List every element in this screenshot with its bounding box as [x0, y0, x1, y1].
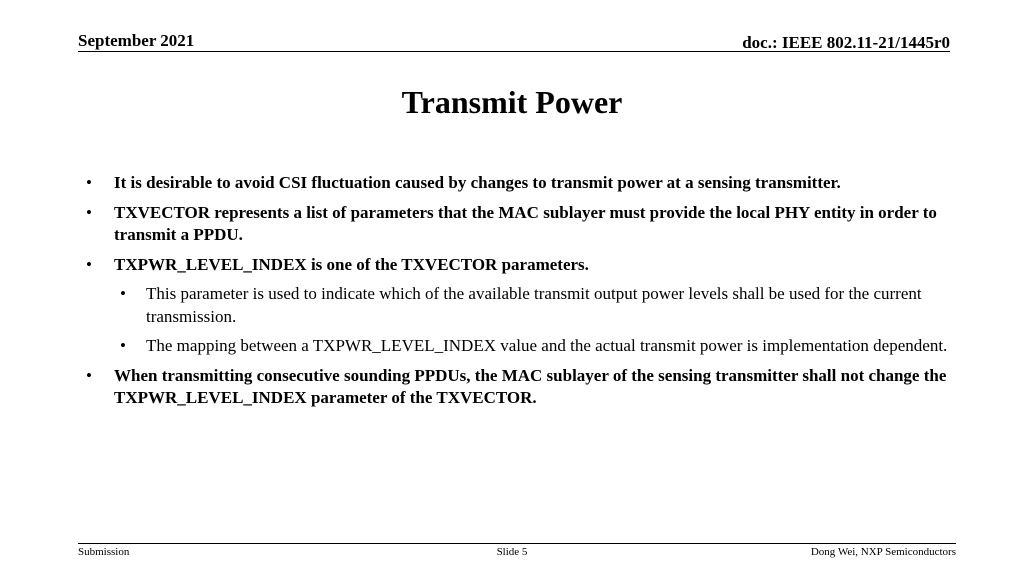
- bullet-item: [86, 365, 956, 410]
- header-divider: [78, 51, 950, 52]
- sub-bullet-item: [120, 335, 956, 358]
- sub-bullet-text: The mapping between a TXPWR_LEVEL_INDEX value and the actual transmit power is implementation dependent.: [146, 336, 948, 355]
- bullet-dot-icon: •: [86, 254, 92, 274]
- bullet-dot-icon: •: [86, 202, 92, 222]
- slide-title: Transmit Power: [401, 84, 623, 120]
- bullet-item: [86, 202, 956, 247]
- bullet-item: [86, 172, 956, 195]
- bullet-text: TXPWR_LEVEL_INDEX is one of the TXVECTOR parameters.: [114, 254, 589, 274]
- bullet-text: TXVECTOR represents a list of parameters that the MAC sublayer must provide the local PHY entity in order to transmit a PPDU.: [114, 202, 937, 244]
- sub-bullet-item: [120, 283, 956, 328]
- bullet-item: [86, 254, 956, 277]
- footer-submission: Submission: [78, 546, 130, 558]
- bullet-text: It is desirable to avoid CSI fluctuation caused by changes to transmit power at a sensing transmitter.: [114, 173, 841, 192]
- header-date: September 2021: [78, 31, 195, 50]
- footer-author: Dong Wei, NXP Semiconductors: [810, 546, 956, 558]
- footer-divider: [78, 543, 956, 544]
- bullet-dot-icon: •: [86, 173, 92, 192]
- bullet-dot-icon: •: [120, 284, 126, 303]
- bullet-dot-icon: •: [86, 365, 92, 385]
- bullet-dot-icon: •: [120, 336, 126, 355]
- header-doc-id: doc.: IEEE 802.11-21/1445r0: [742, 33, 950, 52]
- sub-bullet-text: This parameter is used to indicate which of the available transmit output power levels shall be used for the current transmission.: [146, 284, 922, 326]
- bullet-text: When transmitting consecutive sounding PPDUs, the MAC sublayer of the sensing transmitter shall not change the TXPWR_LEVEL_INDEX parameter of the TXVECTOR.: [114, 365, 947, 407]
- footer-slide-number: Slide 5: [496, 546, 528, 558]
- bullet-list: [86, 172, 956, 417]
